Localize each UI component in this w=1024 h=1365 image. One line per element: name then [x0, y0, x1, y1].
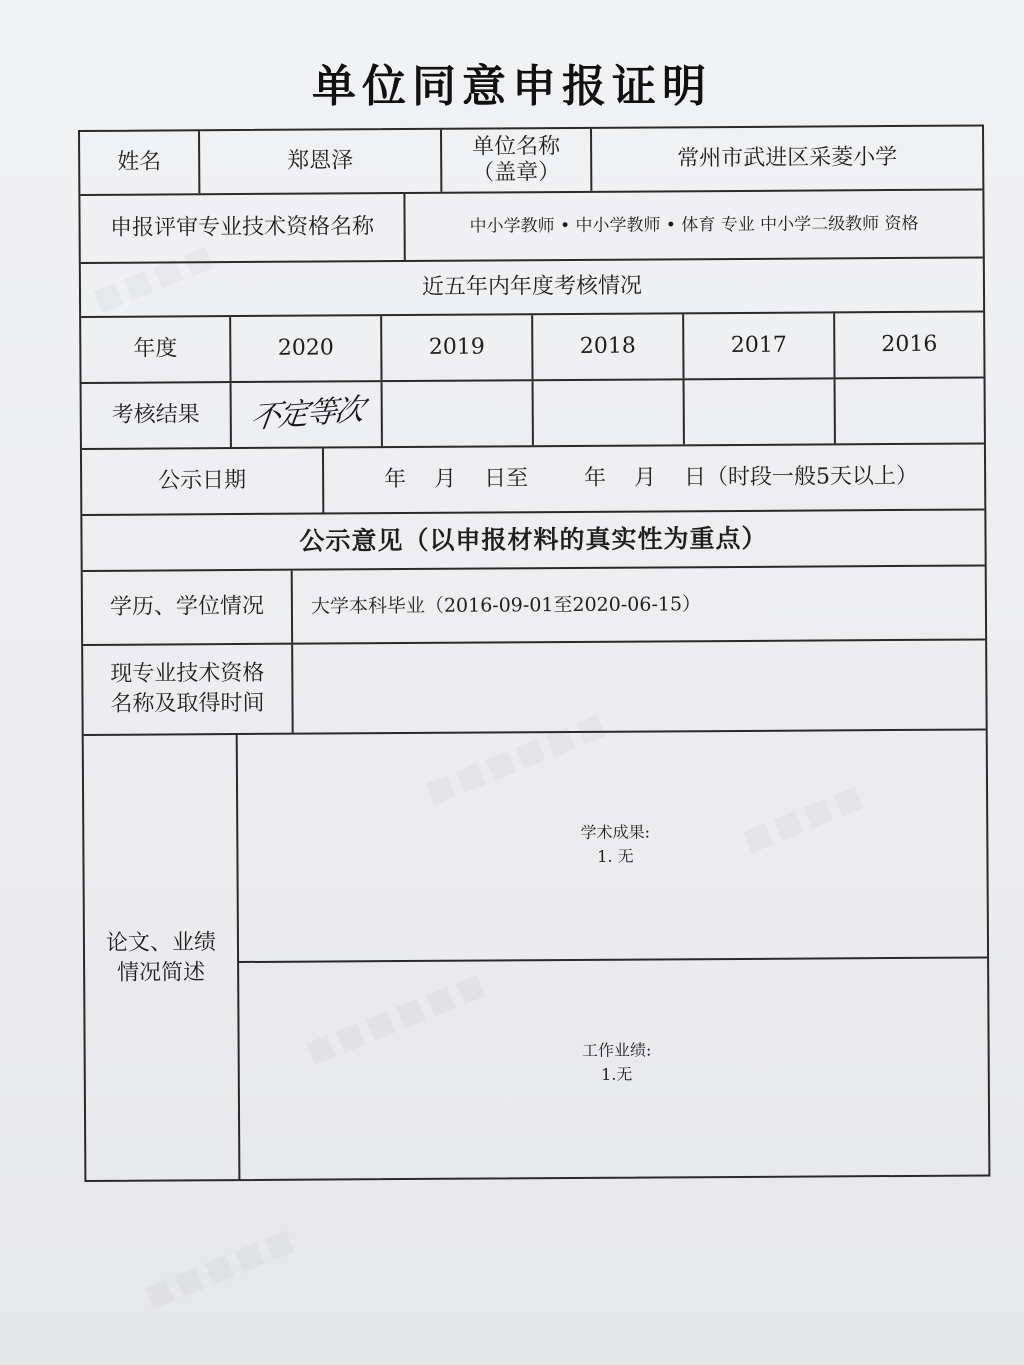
- handwritten-result: 不定等次: [248, 392, 365, 437]
- work-item: 1.无: [601, 1064, 633, 1084]
- work-section: [239, 956, 988, 1181]
- watermark: ■■■■: [88, 237, 222, 318]
- row-current-title: [83, 640, 986, 736]
- application-form: [78, 124, 990, 1182]
- name-label: 姓名: [80, 131, 200, 194]
- result-cell: [534, 380, 685, 445]
- result-cell: [232, 382, 383, 447]
- education-value: 大学本科毕业（2016-09-01至2020-06-15）: [310, 593, 702, 618]
- result-cell: [383, 381, 534, 446]
- watermark: ■■■■: [738, 777, 872, 858]
- year-label: 年度: [81, 317, 231, 382]
- current-title-label: [83, 645, 294, 734]
- document-title: 单位同意申报证明: [312, 61, 712, 112]
- row-results: [82, 378, 984, 450]
- year-cell: 2017: [684, 313, 835, 378]
- publicity-date-label: 公示日期: [82, 449, 324, 514]
- watermark: ■■■■■■: [300, 964, 494, 1071]
- publicity-date-value: 年 月 日至 年 月 日（时段一般5天以上）: [384, 463, 919, 493]
- unit-label-line2: （盖章）: [472, 160, 561, 186]
- watermark: ■■■■■: [139, 1220, 303, 1315]
- papers-label: [84, 735, 241, 1182]
- education-label: 学历、学位情况: [83, 571, 293, 644]
- row-assessment-title: [81, 258, 983, 318]
- assessment-section-title: 近五年内年度考核情况: [421, 273, 643, 300]
- current-title-value: [293, 640, 986, 732]
- publicity-opinion-title: 公示意见（以申报材料的真实性为重点）: [299, 523, 768, 556]
- watermark: ■■■■■■: [420, 704, 614, 811]
- row-education: [83, 566, 985, 646]
- qualification-label: 申报评审专业技术资格名称: [80, 194, 405, 262]
- papers-label-line1: 论文、业绩: [105, 930, 217, 956]
- academic-item: 1. 无: [597, 846, 634, 866]
- name-value: 郑恩泽: [200, 130, 442, 193]
- row-years: [81, 312, 983, 384]
- year-cell: 2018: [533, 314, 684, 379]
- unit-label-line1: 单位名称: [472, 134, 561, 160]
- academic-label: 学术成果:: [580, 822, 651, 842]
- year-cell: 2016: [881, 331, 938, 358]
- work-label: 工作业绩:: [581, 1040, 652, 1060]
- papers-content: [238, 730, 989, 1181]
- row-name-unit: [80, 126, 982, 196]
- unit-value: 常州市武进区采菱小学: [677, 144, 898, 172]
- result-label: 考核结果: [82, 383, 232, 448]
- academic-section: [238, 730, 987, 963]
- unit-label: [442, 129, 592, 192]
- result-cell: [685, 379, 836, 444]
- qualification-value: 中小学教师 • 中小学教师 • 体育 专业 中小学二级教师 资格: [469, 213, 919, 237]
- row-qualification: [80, 190, 982, 264]
- row-publicity-opinion: [82, 510, 984, 572]
- result-cell: [836, 378, 984, 443]
- year-cell: 2019: [382, 315, 533, 380]
- row-papers: [84, 730, 989, 1182]
- year-cell: 2020: [231, 316, 382, 381]
- current-title-label-line2: 名称及取得时间: [110, 690, 265, 717]
- row-publicity-date: [82, 444, 984, 516]
- papers-label-line2: 情况简述: [117, 960, 206, 986]
- current-title-label-line1: 现专业技术资格: [110, 660, 265, 687]
